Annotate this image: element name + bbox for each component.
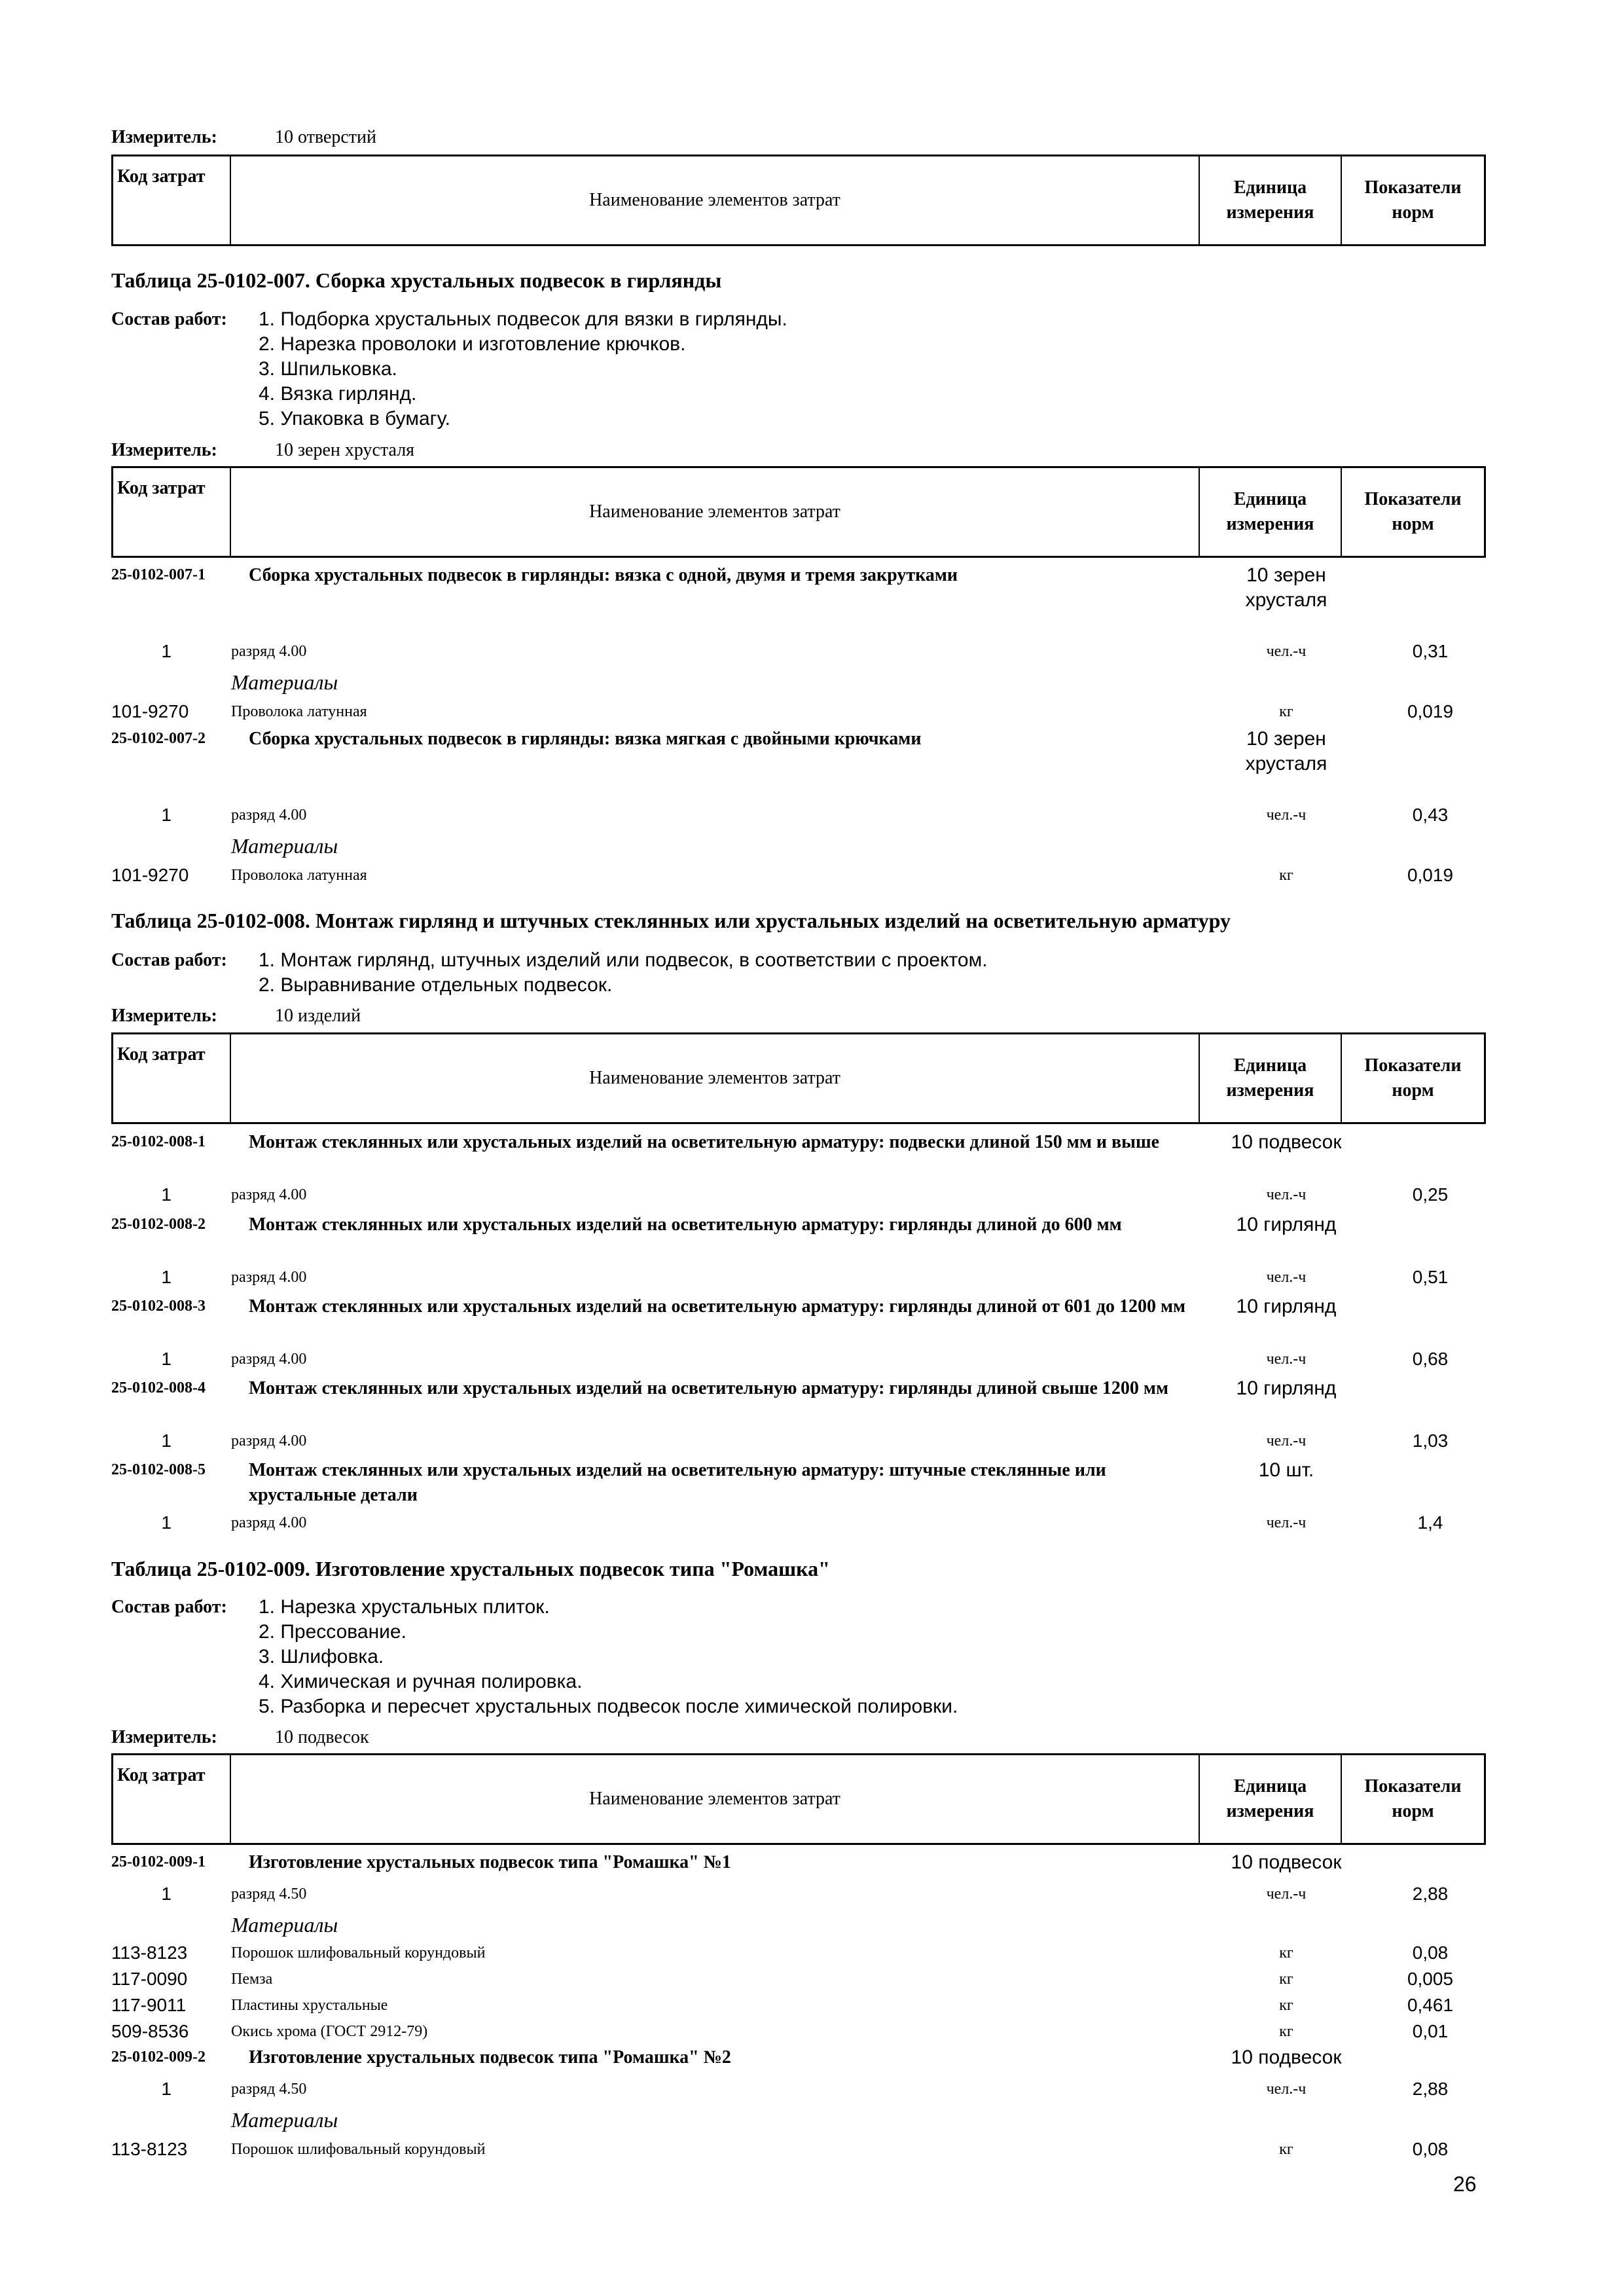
row-unit: 10 шт. xyxy=(1258,1459,1314,1481)
labor-value: 0,43 xyxy=(1412,805,1449,825)
row-name: Изготовление хрустальных подвесок типа "Ромашка" №1 xyxy=(249,1852,731,1872)
material-name: Пемза xyxy=(231,1971,273,1988)
meter-line xyxy=(111,1726,1486,1749)
labor-value: 0,25 xyxy=(1412,1184,1449,1205)
row-name: Монтаж стеклянных или хрустальных изделий на осветительную арматуру: гирлянды длиной до 600 мм xyxy=(249,1214,1122,1235)
header-code: Код затрат xyxy=(113,156,231,244)
material-unit: кг xyxy=(1279,703,1293,720)
material-code: 101-9270 xyxy=(111,865,189,885)
material-name: Порошок шлифовальный корундовый xyxy=(231,1944,486,1961)
labor-row xyxy=(111,2077,1486,2102)
material-row xyxy=(111,1941,1486,1965)
labor-unit: чел.-ч xyxy=(1266,1886,1307,1903)
material-code: 113-8123 xyxy=(111,2139,188,2159)
meter-label: Измеритель: xyxy=(111,127,217,147)
labor-value: 2,88 xyxy=(1412,2079,1449,2099)
labor-unit: чел.-ч xyxy=(1266,1351,1307,1368)
meter-label: Измеритель: xyxy=(111,440,217,460)
material-unit: кг xyxy=(1279,1944,1293,1961)
labor-unit: чел.-ч xyxy=(1266,1269,1307,1286)
row-code: 25-0102-008-5 xyxy=(111,1461,206,1478)
work-composition-label: Состав работ: xyxy=(111,309,227,329)
labor-code: 1 xyxy=(161,2079,171,2099)
row-code: 25-0102-008-3 xyxy=(111,1298,206,1315)
header-norm: Показатели норм xyxy=(1364,489,1462,534)
work-item: 1. Нарезка хрустальных плиток. xyxy=(259,1596,550,1618)
page-number: 26 xyxy=(1453,2172,1477,2196)
header-name: Наименование элементов затрат xyxy=(231,1034,1200,1122)
header-name: Наименование элементов затрат xyxy=(231,468,1200,556)
labor-value: 0,68 xyxy=(1412,1349,1449,1369)
header-code: Код затрат xyxy=(113,1755,231,1843)
row-code: 25-0102-009-2 xyxy=(111,2049,206,2066)
material-value: 0,461 xyxy=(1407,1995,1454,2015)
row-unit: 10 гирлянд xyxy=(1236,1296,1337,1317)
labor-name: разряд 4.00 xyxy=(231,1186,307,1203)
row-code: 25-0102-007-1 xyxy=(111,566,206,583)
header-unit: Единица измерения xyxy=(1200,468,1342,556)
row-unit: 10 подвесок xyxy=(1231,2047,1342,2068)
material-unit: кг xyxy=(1279,867,1293,884)
labor-name: разряд 4.00 xyxy=(231,1269,307,1286)
header-name: Наименование элементов затрат xyxy=(231,156,1200,244)
labor-code: 1 xyxy=(161,1430,171,1451)
meter-value: 10 изделий xyxy=(275,1006,361,1026)
labor-unit: чел.-ч xyxy=(1266,1432,1307,1449)
material-code: 113-8123 xyxy=(111,1942,188,1963)
work-item: 5. Разборка и пересчет хрустальных подвесок после химической полировки. xyxy=(259,1696,958,1717)
meter-value: 10 зерен хрусталя xyxy=(275,440,415,460)
meter-line xyxy=(111,126,1486,149)
row-unit: 10 зерен хрусталя xyxy=(1245,564,1327,611)
meter-value: 10 подвесок xyxy=(275,1727,369,1747)
row-code: 25-0102-007-2 xyxy=(111,730,206,747)
meter-line xyxy=(111,1004,1486,1028)
material-row xyxy=(111,1967,1486,1992)
table-header xyxy=(111,1753,1486,1845)
header-unit: Единица измерения xyxy=(1200,156,1342,244)
labor-value: 1,4 xyxy=(1417,1512,1443,1533)
labor-row xyxy=(111,1882,1486,1906)
material-unit: кг xyxy=(1279,2023,1293,2040)
labor-code: 1 xyxy=(161,1512,171,1533)
table-title: Таблица 25-0102-008. Монтаж гирлянд и штучных стеклянных или хрустальных изделий на осветительную арматуру xyxy=(111,909,1231,932)
row-code: 25-0102-009-1 xyxy=(111,1853,206,1870)
labor-name: разряд 4.00 xyxy=(231,1514,307,1531)
material-value: 0,005 xyxy=(1407,1969,1454,1989)
material-value: 0,019 xyxy=(1407,701,1454,721)
work-composition-label: Состав работ: xyxy=(111,950,227,970)
meter-label: Измеритель: xyxy=(111,1006,217,1026)
labor-name: разряд 4.50 xyxy=(231,2081,307,2098)
work-item: 2. Нарезка проволоки и изготовление крючков. xyxy=(259,333,686,355)
work-composition-label: Состав работ: xyxy=(111,1597,227,1617)
materials-heading: Материалы xyxy=(231,2108,338,2132)
labor-unit: чел.-ч xyxy=(1266,1186,1307,1203)
material-value: 0,08 xyxy=(1412,2139,1449,2159)
work-item: 2. Прессование. xyxy=(259,1621,406,1643)
labor-code: 1 xyxy=(161,1184,171,1205)
labor-row xyxy=(111,1182,1486,1207)
row-code: 25-0102-008-1 xyxy=(111,1133,206,1150)
work-item: 1. Монтаж гирлянд, штучных изделий или подвесок, в соответствии с проектом. xyxy=(259,949,988,971)
row-unit: 10 гирлянд xyxy=(1236,1377,1337,1399)
labor-row xyxy=(111,1347,1486,1372)
work-item: 1. Подборка хрустальных подвесок для вязки в гирлянды. xyxy=(259,308,787,330)
header-code: Код затрат xyxy=(113,1034,231,1122)
labor-name: разряд 4.00 xyxy=(231,1351,307,1368)
material-row xyxy=(111,863,1486,888)
labor-name: разряд 4.00 xyxy=(231,1432,307,1449)
row-name: Монтаж стеклянных или хрустальных изделий на осветительную арматуру: штучные стеклянные или хрустальные детали xyxy=(249,1460,1106,1505)
materials-heading: Материалы xyxy=(231,670,338,694)
table-header xyxy=(111,155,1486,246)
row-unit: 10 подвесок xyxy=(1231,1851,1342,1873)
material-name: Проволока латунная xyxy=(231,867,367,884)
work-item: 2. Выравнивание отдельных подвесок. xyxy=(259,974,613,996)
material-code: 101-9270 xyxy=(111,701,189,721)
header-unit: Единица измерения xyxy=(1200,1755,1342,1843)
row-name: Изготовление хрустальных подвесок типа "Ромашка" №2 xyxy=(249,2047,731,2068)
labor-unit: чел.-ч xyxy=(1266,2081,1307,2098)
header-name: Наименование элементов затрат xyxy=(231,1755,1200,1843)
row-unit: 10 подвесок xyxy=(1231,1131,1342,1153)
labor-unit: чел.-ч xyxy=(1266,1514,1307,1531)
material-code: 117-0090 xyxy=(111,1969,188,1989)
work-item: 5. Упаковка в бумагу. xyxy=(259,408,450,429)
labor-value: 0,51 xyxy=(1412,1267,1449,1287)
labor-row xyxy=(111,1429,1486,1453)
labor-value: 2,88 xyxy=(1412,1884,1449,1904)
header-code: Код затрат xyxy=(113,468,231,556)
labor-code: 1 xyxy=(161,1349,171,1369)
work-item: 4. Химическая и ручная полировка. xyxy=(259,1671,583,1692)
material-name: Пластины хрустальные xyxy=(231,1997,388,2014)
meter-label: Измеритель: xyxy=(111,1727,217,1747)
labor-code: 1 xyxy=(161,641,171,661)
material-row xyxy=(111,2137,1486,2162)
labor-code: 1 xyxy=(161,805,171,825)
labor-row xyxy=(111,803,1486,828)
header-unit: Единица измерения xyxy=(1200,1034,1342,1122)
material-row xyxy=(111,1993,1486,2018)
row-name: Сборка хрустальных подвесок в гирлянды: вязка с одной, двумя и тремя закрутками xyxy=(249,565,958,585)
table-header xyxy=(111,1032,1486,1124)
materials-heading: Материалы xyxy=(231,834,338,858)
materials-heading: Материалы xyxy=(231,1913,338,1937)
row-name: Монтаж стеклянных или хрустальных изделий на осветительную арматуру: гирлянды длиной свыше 1200 мм xyxy=(249,1378,1169,1398)
header-norm: Показатели норм xyxy=(1364,1055,1462,1101)
row-unit: 10 зерен хрусталя xyxy=(1245,728,1327,774)
table-title: Таблица 25-0102-007. Сборка хрустальных подвесок в гирлянды xyxy=(111,268,722,292)
row-name: Сборка хрустальных подвесок в гирлянды: вязка мягкая с двойными крючками xyxy=(249,729,922,749)
labor-code: 1 xyxy=(161,1267,171,1287)
labor-unit: чел.-ч xyxy=(1266,643,1307,660)
labor-row xyxy=(111,1510,1486,1535)
labor-row xyxy=(111,1265,1486,1290)
material-value: 0,019 xyxy=(1407,865,1454,885)
labor-code: 1 xyxy=(161,1884,171,1904)
material-code: 117-9011 xyxy=(111,1995,187,2015)
labor-name: разряд 4.00 xyxy=(231,643,307,660)
meter-value: 10 отверстий xyxy=(275,127,376,147)
material-name: Порошок шлифовальный корундовый xyxy=(231,2141,486,2158)
work-item: 3. Шлифовка. xyxy=(259,1646,384,1667)
work-item: 4. Вязка гирлянд. xyxy=(259,383,417,405)
meter-line xyxy=(111,439,1486,462)
material-code: 509-8536 xyxy=(111,2021,189,2041)
material-value: 0,08 xyxy=(1412,1942,1449,1963)
material-value: 0,01 xyxy=(1412,2021,1449,2041)
material-unit: кг xyxy=(1279,1971,1293,1988)
material-unit: кг xyxy=(1279,2141,1293,2158)
material-unit: кг xyxy=(1279,1997,1293,2014)
labor-row xyxy=(111,639,1486,664)
row-unit: 10 гирлянд xyxy=(1236,1214,1337,1235)
labor-value: 0,31 xyxy=(1412,641,1449,661)
row-code: 25-0102-008-4 xyxy=(111,1379,206,1396)
material-row xyxy=(111,2019,1486,2044)
row-code: 25-0102-008-2 xyxy=(111,1216,206,1233)
table-title: Таблица 25-0102-009. Изготовление хрустальных подвесок типа "Ромашка" xyxy=(111,1557,830,1580)
row-name: Монтаж стеклянных или хрустальных изделий на осветительную арматуру: гирлянды длиной от 601 до 1200 мм xyxy=(249,1296,1186,1317)
labor-name: разряд 4.00 xyxy=(231,807,307,824)
header-norm: Показатели норм xyxy=(1364,177,1462,223)
labor-unit: чел.-ч xyxy=(1266,807,1307,824)
material-name: Проволока латунная xyxy=(231,703,367,720)
labor-name: разряд 4.50 xyxy=(231,1886,307,1903)
header-norm: Показатели норм xyxy=(1364,1776,1462,1821)
row-name: Монтаж стеклянных или хрустальных изделий на осветительную арматуру: подвески длиной 150 мм и выше xyxy=(249,1132,1160,1152)
table-header xyxy=(111,466,1486,558)
material-row xyxy=(111,699,1486,724)
work-item: 3. Шпильковка. xyxy=(259,358,397,380)
labor-value: 1,03 xyxy=(1412,1430,1449,1451)
material-name: Окись хрома (ГОСТ 2912-79) xyxy=(231,2023,428,2040)
